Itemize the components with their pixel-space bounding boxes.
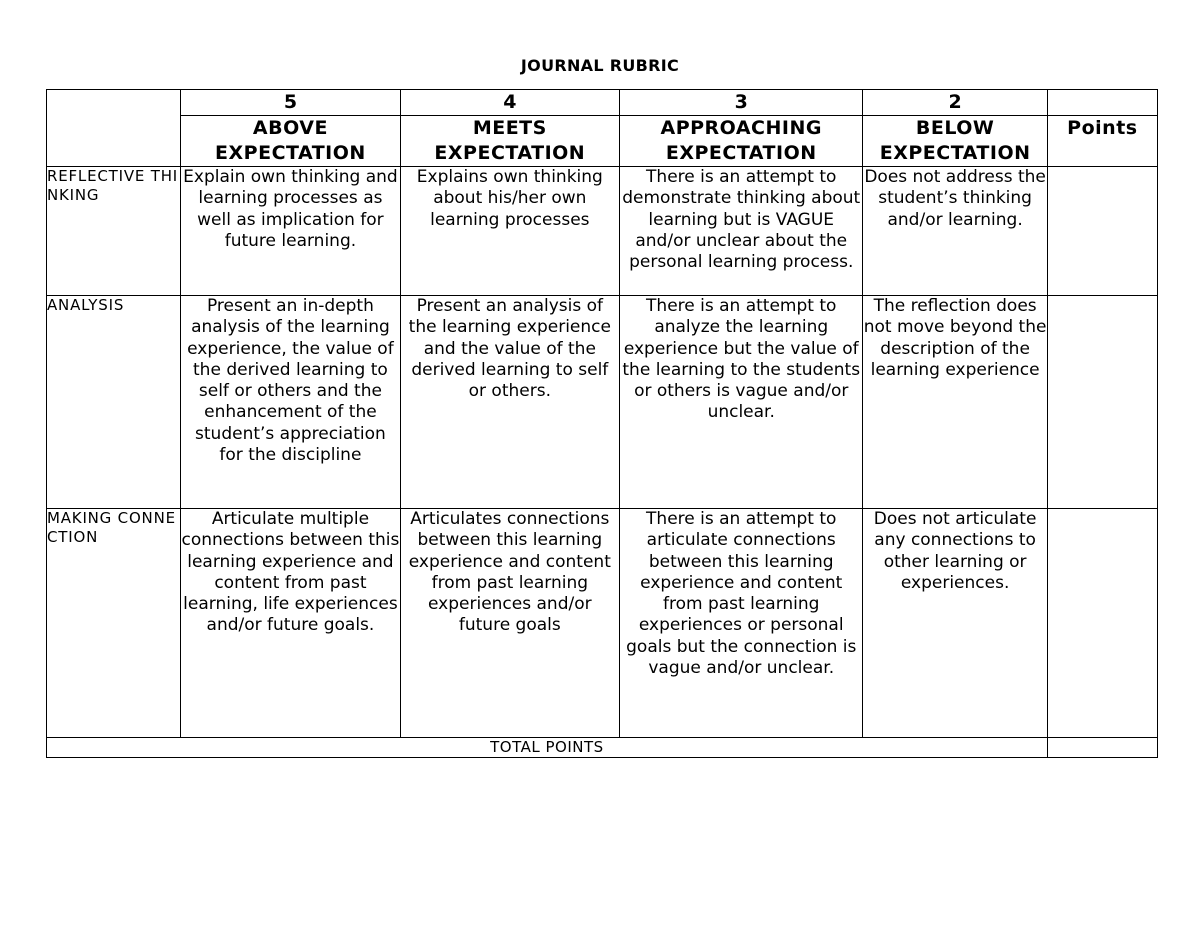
table-row bbox=[47, 167, 1158, 296]
points-cell[interactable] bbox=[1047, 296, 1157, 509]
descriptor-cell: Explains own thinking about his/her own learning processes bbox=[400, 167, 619, 296]
level-header-line: EXPECTATION bbox=[215, 142, 366, 164]
level-header-line: EXPECTATION bbox=[879, 142, 1031, 164]
descriptor-cell: There is an attempt to articulate connections between this learning experience and content from past learning experiences or personal goals but the connection is vague and/or unclear. bbox=[620, 509, 863, 738]
score-header: 5 bbox=[181, 90, 400, 116]
descriptor-cell: Does not articulate any connections to other learning or experiences. bbox=[863, 509, 1047, 738]
descriptor-cell: Articulate multiple connections between this learning experience and content from past learning, life experiences and/or future goals. bbox=[181, 509, 400, 738]
level-header-line: APPROACHING bbox=[660, 117, 822, 139]
corner-cell bbox=[47, 90, 181, 167]
descriptor-cell: The reflection does not move beyond the description of the learning experience bbox=[863, 296, 1047, 509]
level-header-row bbox=[47, 116, 1158, 167]
table-row bbox=[47, 509, 1158, 738]
score-header-empty bbox=[1047, 90, 1157, 116]
level-header bbox=[620, 116, 863, 167]
level-header-line: EXPECTATION bbox=[665, 142, 817, 164]
descriptor-cell: Present an in-depth analysis of the learning experience, the value of the derived learning to self or others and the enhancement of the student’s appreciation for the discipline bbox=[181, 296, 400, 509]
level-header-line: ABOVE bbox=[252, 117, 328, 139]
descriptor-cell: There is an attempt to analyze the learning experience but the value of the learning to the students or others is vague and/or unclear. bbox=[620, 296, 863, 509]
criterion-label: REFLECTIVE THINKING bbox=[47, 167, 181, 296]
score-header: 2 bbox=[863, 90, 1047, 116]
score-header: 4 bbox=[400, 90, 619, 116]
document-title: JOURNAL RUBRIC bbox=[520, 56, 680, 75]
total-points-cell[interactable] bbox=[1047, 738, 1157, 758]
level-header-line: MEETS bbox=[472, 117, 547, 139]
points-cell[interactable] bbox=[1047, 509, 1157, 738]
descriptor-cell: Articulates connections between this learning experience and content from past learning experiences and/or future goals bbox=[400, 509, 619, 738]
criterion-label: ANALYSIS bbox=[47, 296, 181, 509]
score-header-row bbox=[47, 90, 1158, 116]
table-row bbox=[47, 296, 1158, 509]
rubric-table bbox=[46, 89, 1158, 758]
descriptor-cell: Does not address the student’s thinking and/or learning. bbox=[863, 167, 1047, 296]
level-header-line: EXPECTATION bbox=[434, 142, 586, 164]
criterion-label: MAKING CONNECTION bbox=[47, 509, 181, 738]
level-header bbox=[863, 116, 1047, 167]
descriptor-cell: Present an analysis of the learning experience and the value of the derived learning to self or others. bbox=[400, 296, 619, 509]
level-header-line: BELOW bbox=[915, 117, 995, 139]
descriptor-cell: There is an attempt to demonstrate thinking about learning but is VAGUE and/or unclear about the personal learning process. bbox=[620, 167, 863, 296]
total-row bbox=[47, 738, 1158, 758]
level-header bbox=[400, 116, 619, 167]
descriptor-cell: Explain own thinking and learning processes as well as implication for future learning. bbox=[181, 167, 400, 296]
level-header bbox=[181, 116, 400, 167]
points-cell[interactable] bbox=[1047, 167, 1157, 296]
score-header: 3 bbox=[620, 90, 863, 116]
total-points-label: TOTAL POINTS bbox=[47, 738, 1048, 758]
points-header: Points bbox=[1047, 116, 1157, 167]
